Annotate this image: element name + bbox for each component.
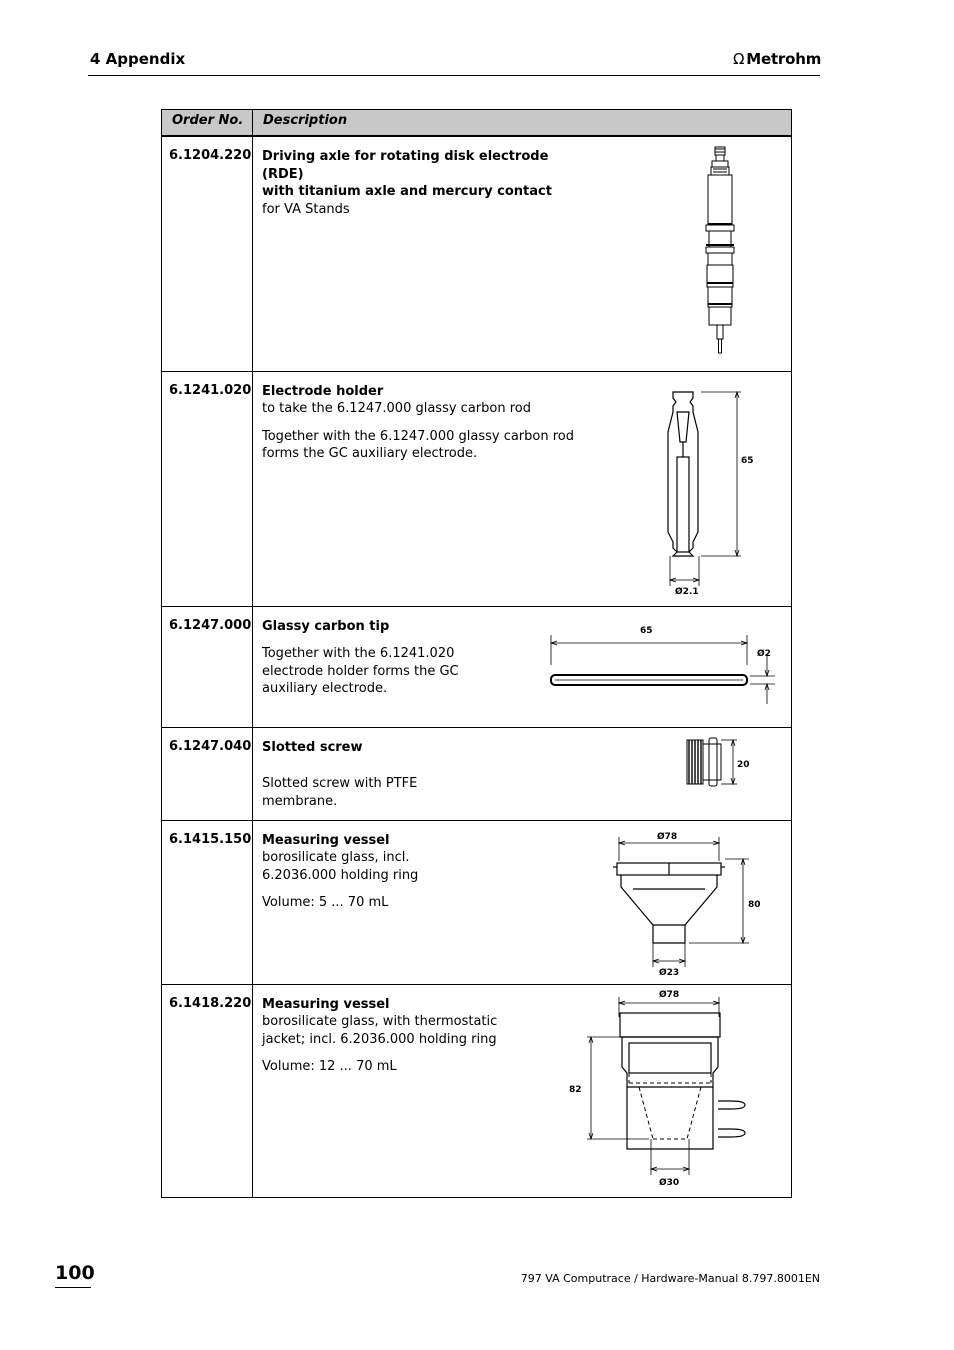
dimension-diameter-label: Ø2 <box>757 648 771 659</box>
item-text: forms the GC auxiliary electrode. <box>262 446 478 461</box>
dimension-height-label: 80 <box>748 899 761 910</box>
omega-logo-icon: Ω <box>733 50 745 68</box>
electrode-holder-drawing <box>653 382 773 600</box>
order-number: 6.1247.040 <box>169 738 252 754</box>
item-text: Together with the 6.1241.020 <box>262 646 455 661</box>
dimension-bottom-label: Ø30 <box>659 1177 680 1188</box>
item-text: Slotted screw with PTFE <box>262 776 418 791</box>
dimension-top-label: Ø78 <box>657 831 678 842</box>
item-title: Electrode holder <box>262 383 384 399</box>
order-number-cell <box>162 371 253 606</box>
description-cell <box>253 371 792 606</box>
order-number: 6.1247.000 <box>169 617 252 633</box>
order-number-cell <box>162 136 253 371</box>
footer-text: 797 VA Computrace / Hardware-Manual 8.797.8001EN <box>520 1272 820 1285</box>
dimension-length-label: 65 <box>640 625 653 636</box>
item-title: Driving axle for rotating disk electrode (RDE) <box>262 149 549 182</box>
section-title: 4 Appendix <box>90 50 186 68</box>
item-text: to take the 6.1247.000 glassy carbon rod <box>262 401 531 416</box>
table-row <box>162 136 792 371</box>
dimension-diameter-label: Ø2.1 <box>675 586 699 597</box>
order-number: 6.1241.020 <box>169 382 252 398</box>
order-number-cell <box>162 606 253 727</box>
col-desc-header: Description <box>253 110 792 137</box>
glassy-carbon-tip-drawing <box>545 619 781 711</box>
description-cell <box>253 984 792 1197</box>
parts-table <box>161 109 792 1198</box>
item-text: borosilicate glass, incl. <box>262 850 410 865</box>
metrohm-logo <box>733 50 821 68</box>
driving-axle-drawing <box>703 145 743 357</box>
item-text: membrane. <box>262 793 338 809</box>
item-text: 6.2036.000 holding ring <box>262 867 419 883</box>
description-cell <box>253 820 792 984</box>
item-text: for VA Stands <box>262 201 350 217</box>
description-cell <box>253 727 792 820</box>
header-rule <box>88 75 820 76</box>
description-cell <box>253 136 792 371</box>
item-text: Volume: 5 ... 70 mL <box>262 895 389 910</box>
item-title: Measuring vessel <box>262 996 390 1012</box>
table-row <box>162 984 792 1197</box>
item-title: Glassy carbon tip <box>262 618 390 634</box>
table-row <box>162 371 792 606</box>
dimension-bottom-label: Ø23 <box>659 967 680 978</box>
logo-text: Metrohm <box>746 50 822 68</box>
order-number: 6.1418.220 <box>169 995 252 1011</box>
item-title: Measuring vessel <box>262 832 390 848</box>
order-number-cell <box>162 820 253 984</box>
item-text: Together with the 6.1247.000 glassy carbon rod <box>262 428 574 444</box>
table-row <box>162 727 792 820</box>
col-order-header: Order No. <box>162 110 253 137</box>
order-number-cell <box>162 984 253 1197</box>
item-text: Volume: 12 ... 70 mL <box>262 1059 397 1074</box>
dimension-top-label: Ø78 <box>659 989 680 1000</box>
slotted-screw-drawing <box>683 736 763 788</box>
item-title-2: with titanium axle and mercury contact <box>262 184 552 199</box>
item-text: auxiliary electrode. <box>262 681 388 696</box>
item-title: Slotted screw <box>262 739 363 755</box>
page-number-rule <box>55 1287 91 1288</box>
table-row <box>162 820 792 984</box>
table-header-row <box>162 110 792 137</box>
description-cell <box>253 606 792 727</box>
order-number: 6.1415.150 <box>169 831 252 847</box>
dimension-height-label: 82 <box>569 1084 582 1095</box>
measuring-vessel-drawing <box>603 827 761 979</box>
item-text: borosilicate glass, with thermostatic <box>262 1014 498 1029</box>
page-number: 100 <box>55 1262 95 1284</box>
thermostatic-vessel-drawing <box>563 987 753 1191</box>
dimension-height-label: 20 <box>737 759 750 770</box>
order-number: 6.1204.220 <box>169 148 252 163</box>
item-text: jacket; incl. 6.2036.000 holding ring <box>262 1031 497 1047</box>
table-row <box>162 606 792 727</box>
item-text: electrode holder forms the GC <box>262 663 459 679</box>
order-number-cell <box>162 727 253 820</box>
dimension-length-label: 65 <box>741 455 754 466</box>
